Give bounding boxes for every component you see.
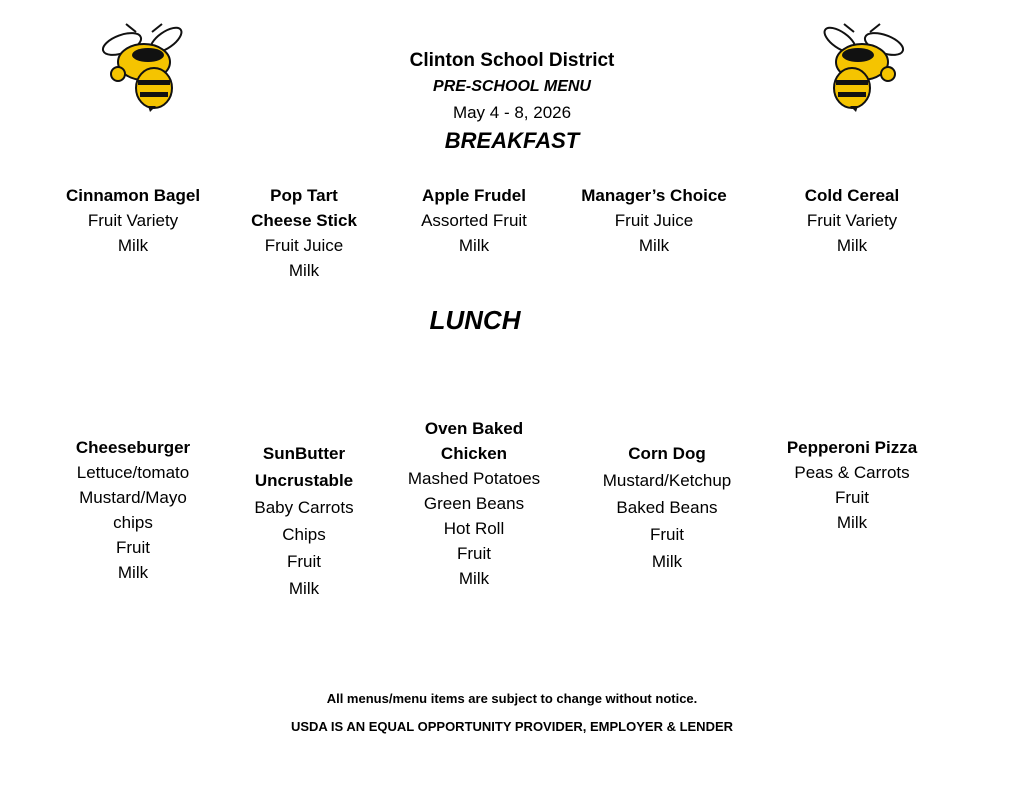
menu-side-item: Milk <box>458 236 490 255</box>
lunch-wednesday <box>379 416 569 591</box>
menu-side-item: Milk <box>288 579 320 598</box>
menu-side-item: Fruit <box>457 544 491 563</box>
menu-side-item: Milk <box>651 552 683 571</box>
breakfast-monday <box>38 183 228 258</box>
lunch-tuesday <box>209 440 399 602</box>
menu-main-item: Cold Cereal <box>804 186 900 205</box>
lunch-thursday <box>572 440 762 575</box>
menu-main-item: Apple Frudel <box>422 186 526 205</box>
breakfast-wednesday <box>379 183 569 258</box>
breakfast-thursday <box>559 183 749 258</box>
menu-main-item: Pepperoni Pizza <box>786 438 918 457</box>
menu-main-item: Cheese Stick <box>251 211 357 230</box>
menu-side-item: Fruit <box>287 552 321 571</box>
menu-main-item: Manager’s Choice <box>581 186 727 205</box>
menu-main-item: Chicken <box>440 444 508 463</box>
breakfast-tuesday <box>209 183 399 283</box>
menu-main-item: Uncrustable <box>254 471 354 490</box>
menu-dates: May 4 - 8, 2026 <box>452 103 572 122</box>
menu-main-item: Cheeseburger <box>75 438 191 457</box>
menu-side-item: Mustard/Ketchup <box>602 471 732 490</box>
menu-side-item: Milk <box>458 569 490 588</box>
menu-side-item: Fruit Variety <box>806 211 898 230</box>
menu-title: PRE-SCHOOL MENU <box>433 78 591 95</box>
lunch-friday <box>757 435 947 535</box>
menu-side-item: Milk <box>836 513 868 532</box>
breakfast-heading: BREAKFAST <box>444 128 580 153</box>
menu-side-item: Fruit <box>116 538 150 557</box>
menu-side-item: Milk <box>638 236 670 255</box>
menu-main-item: Cinnamon Bagel <box>65 186 201 205</box>
menu-main-item: SunButter <box>262 444 346 463</box>
lunch-monday <box>38 435 228 585</box>
menu-side-item: chips <box>113 513 153 532</box>
menu-side-item: Milk <box>288 261 320 280</box>
menu-main-item: Oven Baked <box>424 419 524 438</box>
menu-side-item: Mashed Potatoes <box>407 469 541 488</box>
menu-main-item: Corn Dog <box>628 444 706 463</box>
menu-side-item: Milk <box>117 236 149 255</box>
breakfast-friday <box>757 183 947 258</box>
menu-side-item: Baby Carrots <box>254 498 354 517</box>
menu-side-item: Fruit Juice <box>264 236 344 255</box>
menu-side-item: Fruit Variety <box>87 211 179 230</box>
menu-main-item: Pop Tart <box>270 186 338 205</box>
menu-side-item: Assorted Fruit <box>421 211 527 230</box>
menu-side-item: Green Beans <box>423 494 525 513</box>
menu-side-item: Hot Roll <box>443 519 505 538</box>
usda-notice: USDA IS AN EQUAL OPPORTUNITY PROVIDER, EMPLOYER & LENDER <box>290 719 734 734</box>
menu-side-item: Baked Beans <box>616 498 718 517</box>
menu-side-item: Milk <box>836 236 868 255</box>
menu-side-item: Milk <box>117 563 149 582</box>
menu-side-item: Mustard/Mayo <box>79 488 187 507</box>
change-notice: All menus/menu items are subject to change without notice. <box>326 691 698 706</box>
menu-side-item: Lettuce/tomato <box>76 463 190 482</box>
menu-side-item: Fruit <box>835 488 869 507</box>
district-title: Clinton School District <box>409 50 615 71</box>
menu-side-item: Chips <box>282 525 326 544</box>
lunch-heading: LUNCH <box>429 305 521 335</box>
menu-side-item: Fruit <box>650 525 684 544</box>
menu-side-item: Peas & Carrots <box>794 463 910 482</box>
menu-side-item: Fruit Juice <box>614 211 694 230</box>
